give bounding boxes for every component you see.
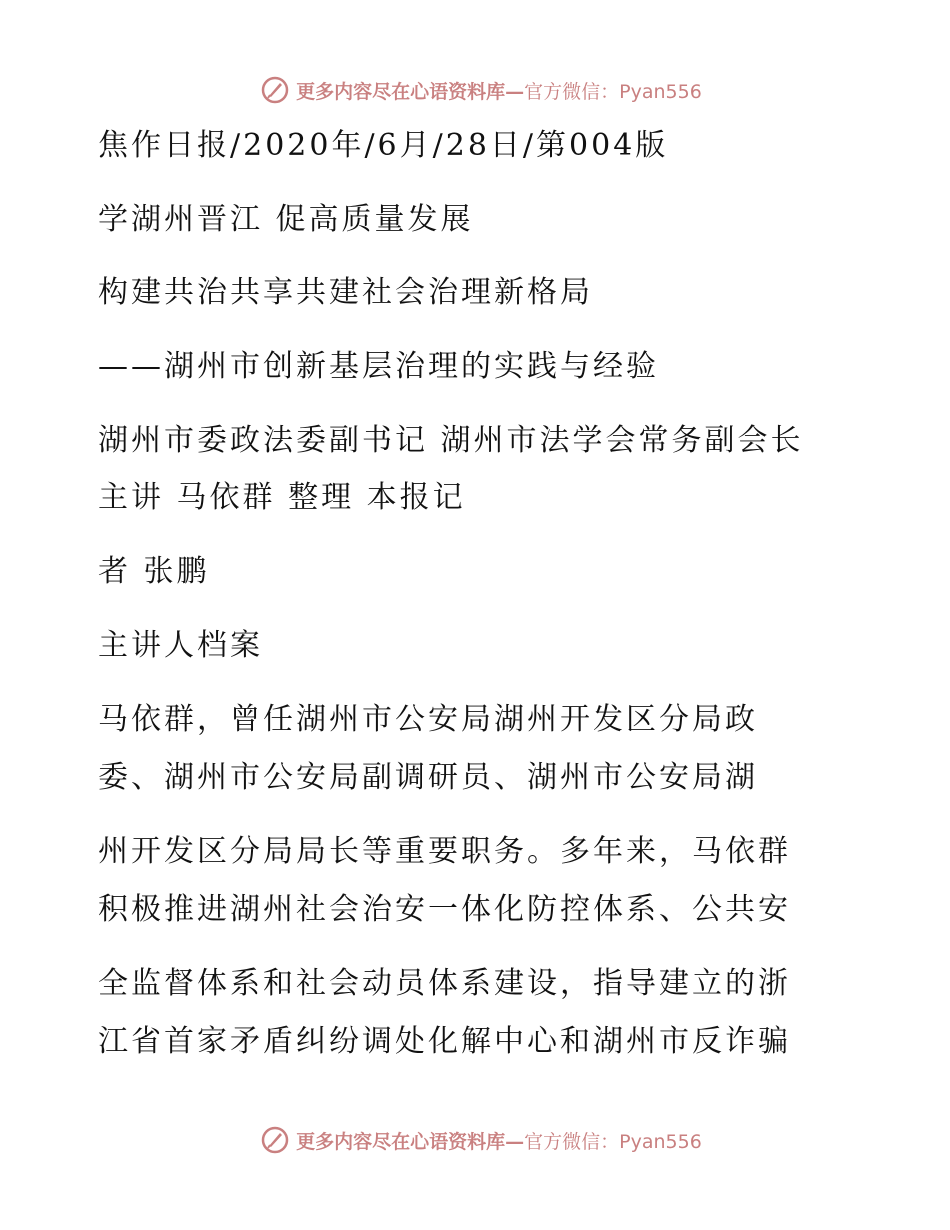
article-headline: 学湖州晋江 促高质量发展 [98,202,474,237]
body-paragraph-line: 州开发区分局局长等重要职务。多年来，马依群 [98,834,791,869]
profile-heading: 主讲人档案 [98,628,263,663]
body-paragraph-line: 委、湖州市公安局副调研员、湖州市公安局湖 [98,760,758,795]
speaker-position: 湖州市委政法委副书记 湖州市法学会常务副会长 [98,423,804,458]
watermark-wechat-text: 官方微信：Pyan556 [524,1130,702,1153]
article-title: 构建共治共享共建社会治理新格局 [98,275,593,310]
body-paragraph-line: 全监督体系和社会动员体系建设，指导建立的浙 [98,966,791,1001]
body-paragraph-line: 马依群，曾任湖州市公安局湖州开发区分局政 [98,702,758,737]
watermark-banner-bottom [0,1120,950,1160]
article-subtitle: ——湖州市创新基层治理的实践与经验 [98,349,659,384]
watermark-banner-top [0,70,950,110]
speaker-credit: 主讲 马依群 整理 本报记 [98,480,466,515]
quill-logo-icon [260,75,290,105]
reporter-credit: 者 张鹏 [98,554,210,589]
quill-logo-icon [260,1125,290,1155]
body-paragraph-line: 江省首家矛盾纠纷调处化解中心和湖州市反诈骗 [98,1024,791,1059]
body-paragraph-line: 积极推进湖州社会治安一体化防控体系、公共安 [98,892,791,927]
newspaper-source-line: 焦作日报/2020年/6月/28日/第004版 [98,128,669,163]
watermark-wechat-text: 官方微信：Pyan556 [524,80,702,103]
watermark-brand-text: 更多内容尽在心语资料库— [296,1130,525,1153]
watermark-brand-text: 更多内容尽在心语资料库— [296,80,525,103]
